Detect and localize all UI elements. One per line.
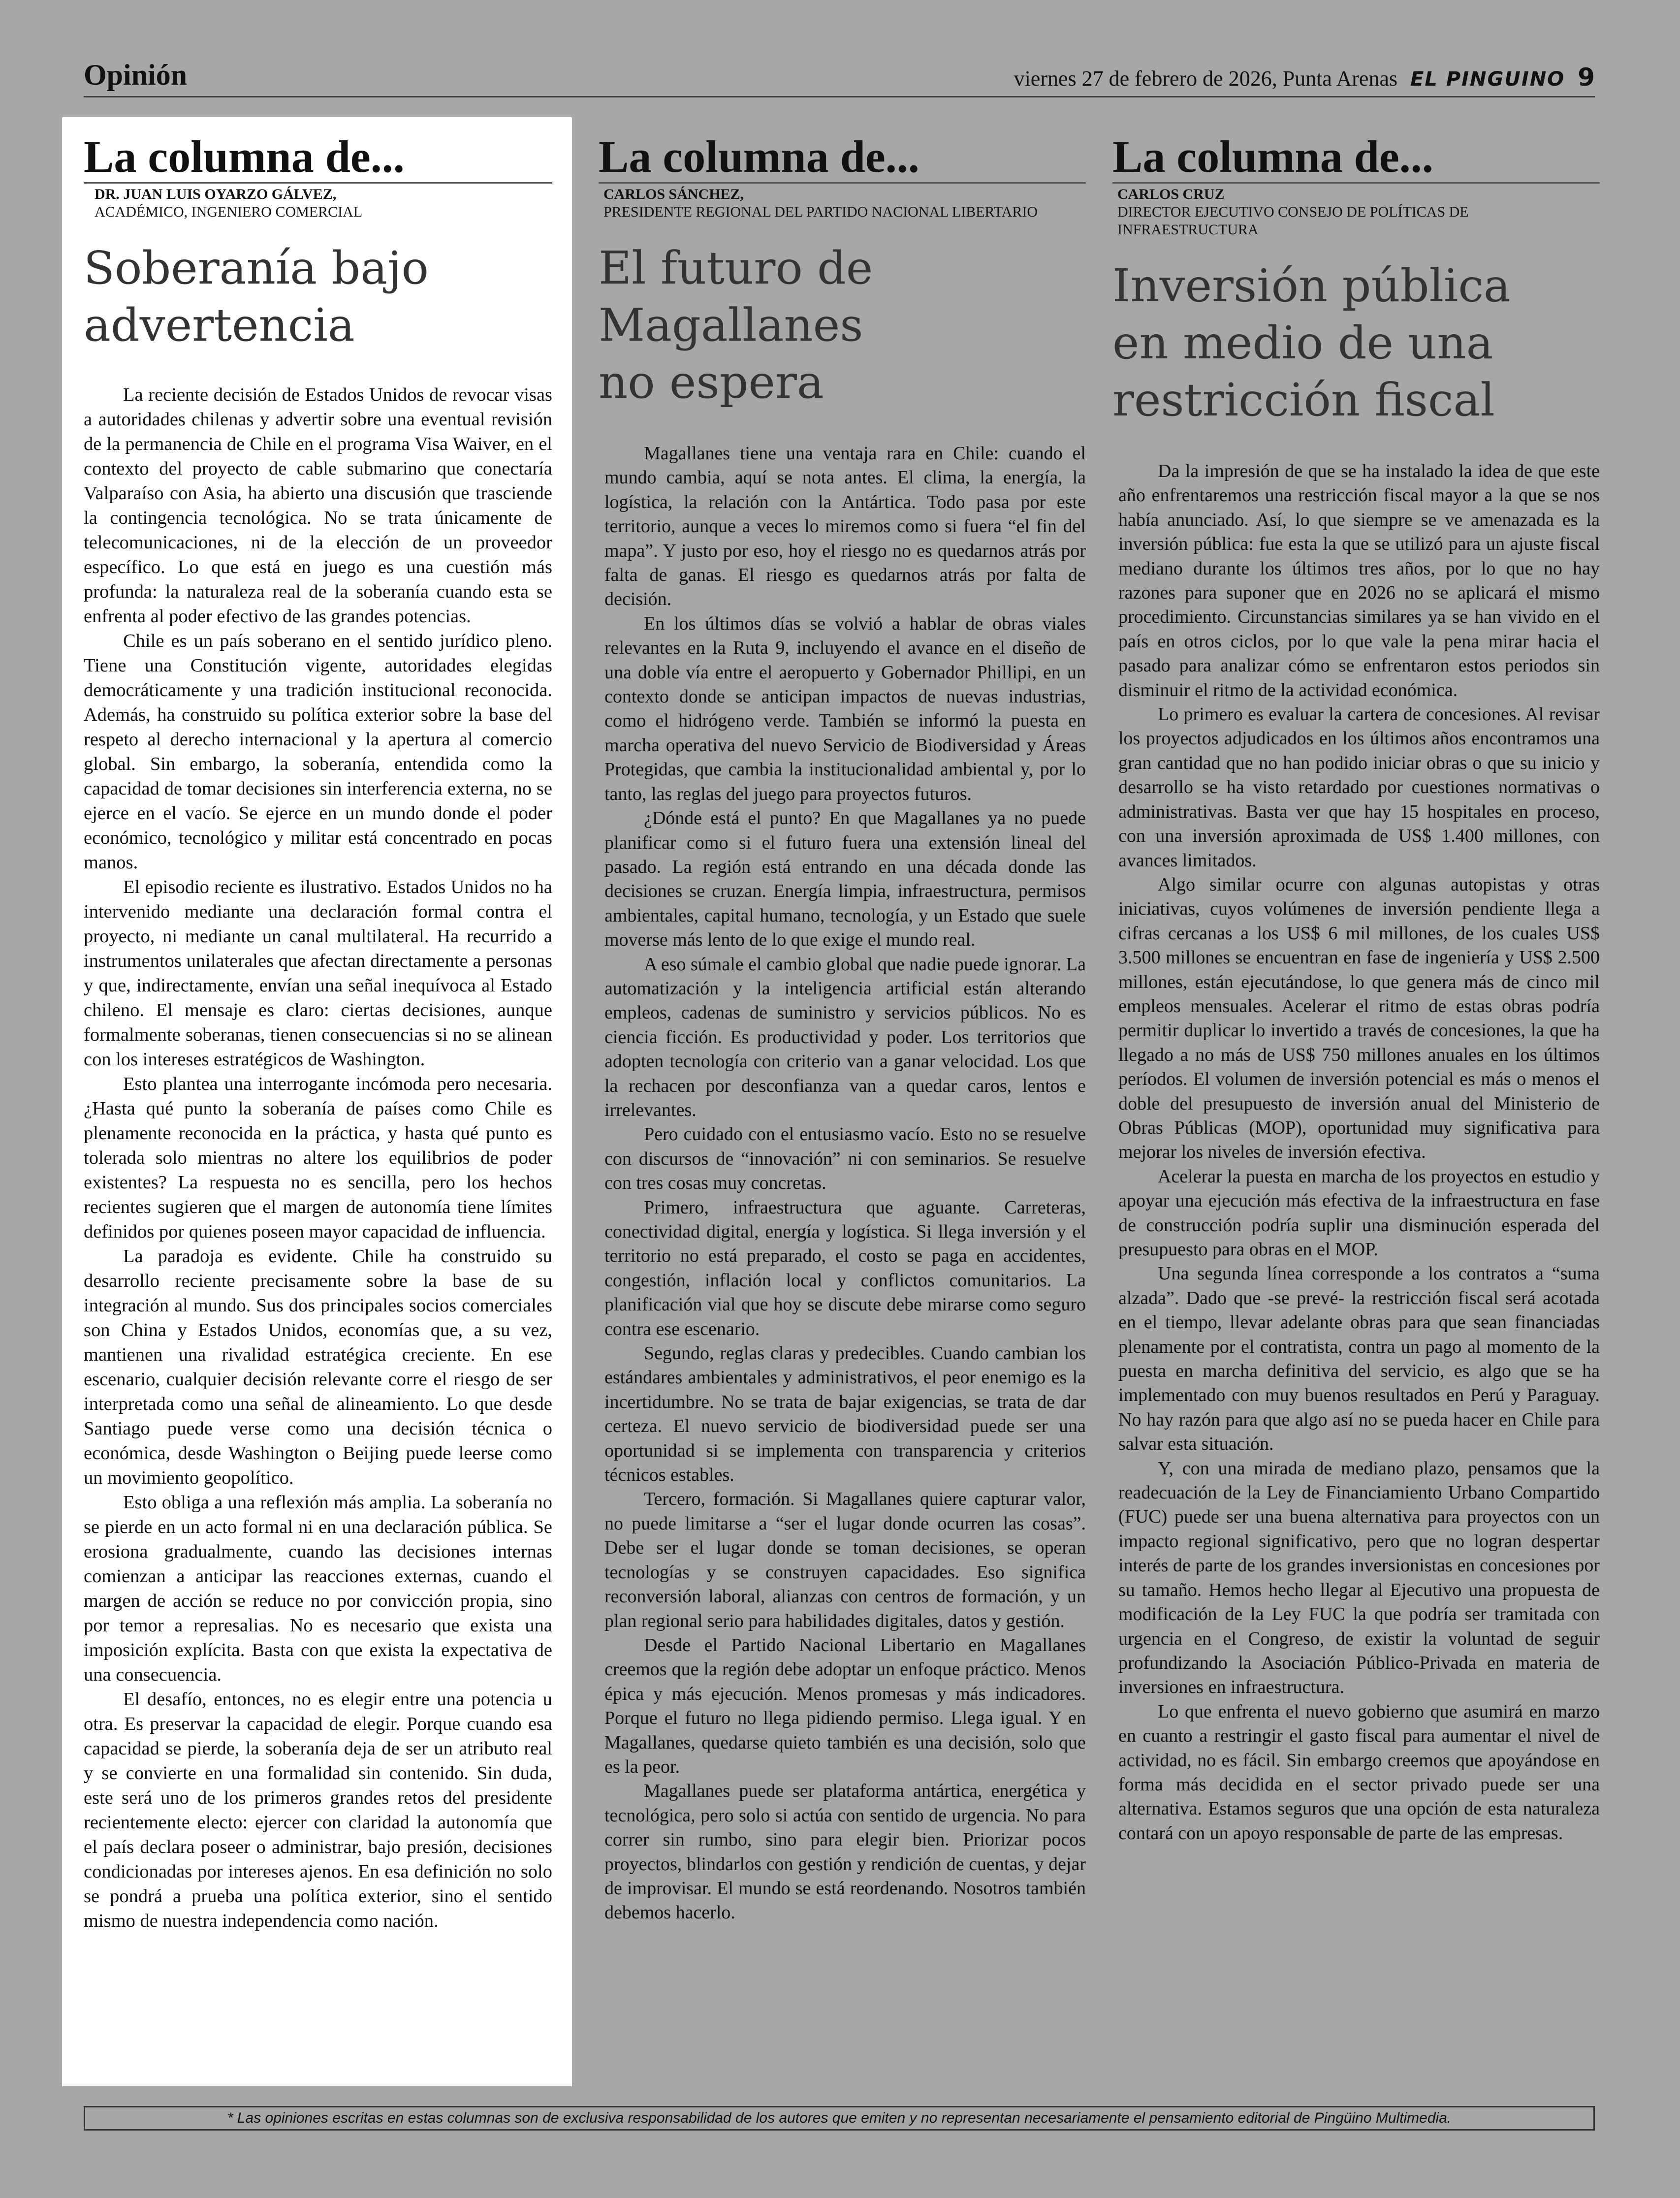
paragraph: El desafío, entonces, no es elegir entre una potencia u otra. Es preservar la capacidad de elegir. Porque cuando esa capacidad se pierde, la soberanía deja de ser un atributo real y se convierte en una formalidad sin contenido. Sin duda, este será uno de los primeros grandes retos del presidente recientemente electo: ejercer con claridad la autonomía que el país declara poseer o administrar, bajo presión, decisiones condicionadas por intereses ajenos. En esa definición no solo se pondrá a prueba una política exterior, sino el sentido mismo de nuestra independencia como nación. (84, 1689, 552, 1931)
paragraph: Magallanes puede ser plataforma antártica, energética y tecnológica, pero solo si actúa con sentido de urgencia. No para correr sin rumbo, sino para elegir bien. Priorizar pocos proyectos, blindarlos con gestión y rendición de cuentas, y dejar de improvisar. El mundo se está reordenando. Nosotros también debemos hacerlo. (604, 1781, 1086, 1923)
article-body (599, 442, 1086, 1925)
paragraph: Chile es un país soberano en el sentido jurídico pleno. Tiene una Constitución vigente, autoridades elegidas democráticamente y una tradición institucional reconocida. Además, ha construido su política exterior sobre la base del respeto al derecho internacional y la apertura al comercio global. Sin embargo, la soberanía, entendida como la capacidad de tomar decisiones sin interferencia externa, no se ejerce en el vacío. Se ejerce en un mundo donde el poder económico, tecnológico y militar está concentrado en pocas manos. (84, 631, 552, 873)
section-title: Opinión (84, 59, 188, 91)
column-title: La columna de... (599, 132, 1086, 184)
column-1 (62, 117, 572, 2086)
article-body (84, 382, 552, 1933)
paragraph: Lo que enfrenta el nuevo gobierno que asumirá en marzo en cuanto a restringir el gasto fiscal para aumentar el nivel de actividad, no es fácil. Sin embargo creemos que apoyándose en forma más decidida en el sector privado puede ser una alternativa. Estamos seguros que una opción de esta naturaleza contará con un apoyo responsable de parte de las empresas. (1118, 1701, 1600, 1844)
paragraph: Magallanes tiene una ventaja rara en Chile: cuando el mundo cambia, aquí se nota antes. El clima, la energía, la logística, la relación con la Antártica. Todo pasa por este territorio, aunque a veces lo miremos como si fuera “el fin del mapa”. Y justo por eso, hoy el riesgo no es quedarnos atrás por falta de ganas. El riesgo es quedarnos atrás por falta de decisión. (604, 443, 1086, 610)
column-2 (594, 117, 1086, 2086)
paragraph: Esto obliga a una reflexión más amplia. La soberanía no se pierde en un acto formal ni en una declaración pública. Se erosiona gradualmente, cuando las decisiones internas comienzan a anticipar las reacciones externas, cuando el margen de acción se reduce no por convicción propia, sino por temor a represalias. No es necesario que exista una imposición explícita. Basta con que exista la expectativa de una consecuencia. (84, 1492, 552, 1685)
author-byline (1112, 186, 1600, 239)
author-byline (599, 186, 1086, 221)
disclaimer-footnote: * Las opiniones escritas en estas columnas son de exclusiva responsabilidad de los autores que emiten y no representan necesariamente el pensamiento editorial de Pingüino Multimedia. (84, 2106, 1595, 2131)
page-header (84, 58, 1595, 97)
article-headline: Inversión pública en medio de una restricción fiscal (1112, 259, 1511, 426)
paragraph: ¿Dónde está el punto? En que Magallanes ya no puede planificar como si el futuro fuera una extensión lineal del pasado. La región está entrando en una década donde las decisiones se cruzan. Energía limpia, infraestructura, permisos ambientales, capital humano, tecnología, y un Estado que suele moverse más lento de lo que exige el mundo real. (604, 808, 1086, 951)
header-right (1014, 63, 1595, 92)
paragraph: Primero, infraestructura que aguante. Carreteras, conectividad digital, energía y logística. Si llega inversión y el territorio no está preparado, el costo se paga en accidentes, congestión, inflación local y conflictos comunitarios. La planificación vial que hoy se discute debe mirarse como seguro contra ese escenario. (604, 1197, 1086, 1339)
author-byline (84, 186, 552, 221)
author-name: CARLOS CRUZ (1117, 186, 1225, 202)
column-title: La columna de... (1112, 132, 1600, 184)
author-role: DIRECTOR EJECUTIVO CONSEJO DE POLÍTICAS DE INFRAESTRUCTURA (1117, 204, 1469, 238)
paragraph: Pero cuidado con el entusiasmo vacío. Esto no se resuelve con discursos de “innovación” ni con seminarios. Se resuelve con tres cosas muy concretas. (604, 1124, 1086, 1194)
paragraph: Y, con una mirada de mediano plazo, pensamos que la readecuación de la Ley de Financiamiento Urbano Compartido (FUC) puede ser una buena alternativa para proyectos con un impacto regional significativo, pero que no logran despertar interés de parte de los grandes inversionistas en concesiones por su tamaño. Hemos hecho llegar al Ejecutivo una propuesta de modificación de la Ley FUC la que podría ser tramitada con urgencia en el Congreso, de existir la voluntad de seguir profundizando la Asociación Público-Privada en materia de inversiones en infraestructura. (1118, 1458, 1600, 1698)
author-role: PRESIDENTE REGIONAL DEL PARTIDO NACIONAL LIBERTARIO (603, 204, 1038, 220)
author-name: DR. JUAN LUIS OYARZO GÁLVEZ, (95, 186, 337, 202)
paragraph: Acelerar la puesta en marcha de los proyectos en estudio y apoyar una ejecución más efectiva de la infraestructura en fase de construcción podría suplir una disminución esperada del presupuesto para obras en el MOP. (1118, 1166, 1600, 1260)
article-headline: El futuro de Magallanes no espera (599, 242, 873, 409)
paragraph: Segundo, reglas claras y predecibles. Cuando cambian los estándares ambientales y administrativos, el peor enemigo es la incertidumbre. No se trata de bajar exigencias, se trata de dar certeza. El nuevo servicio de biodiversidad puede ser una oportunidad si se implementa con transparencia y criterios técnicos estables. (604, 1343, 1086, 1486)
paragraph: En los últimos días se volvió a hablar de obras viales relevantes en la Ruta 9, incluyendo el avance en el diseño de una doble vía entre el aeropuerto y Gobernador Phillipi, en un contexto donde se anticipan impactos de nuevas industrias, como el hidrógeno verde. También se informó la puesta en marcha operativa del nuevo Servicio de Biodiversidad y Áreas Protegidas, que cambia la institucionalidad ambiental y, por lo tanto, las reglas del juego para proyectos futuros. (604, 613, 1086, 804)
paragraph: A eso súmale el cambio global que nadie puede ignorar. La automatización y la inteligencia artificial están alterando empleos, cadenas de suministro y servicios públicos. No es ciencia ficción. Es productividad y poder. Los territorios que adopten tecnología con criterio van a ganar velocidad. Los que la rechacen por desconfianza van a quedar caros, lentos e irrelevantes. (604, 954, 1086, 1120)
newspaper-logo: EL PINGUINO (1410, 68, 1565, 91)
paragraph: Desde el Partido Nacional Libertario en Magallanes creemos que la región debe adoptar un enfoque práctico. Menos épica y más ejecución. Menos promesas y más indicadores. Porque el futuro no llega pidiendo permiso. Llega igual. Y en Magallanes, quedarse quieto también es una decisión, solo que es la peor. (604, 1634, 1086, 1777)
paragraph: La reciente decisión de Estados Unidos de revocar visas a autoridades chilenas y advertir sobre una eventual revisión de la permanencia de Chile en el programa Visa Waiver, en el contexto del proyecto de cable submarino que conectaría Valparaíso con Asia, ha abierto una discusión que trasciende la contingencia tecnológica. No se trata únicamente de telecomunicaciones, ni de la elección de un proveedor específico. Lo que está en juego es una cuestión más profunda: la naturaleza real de la soberanía cuando esta se enfrenta al poder efectivo de las grandes potencias. (84, 384, 552, 627)
column-title: La columna de... (84, 132, 552, 184)
paragraph: La paradoja es evidente. Chile ha construido su desarrollo reciente precisamente sobre la base de su integración al mundo. Sus dos principales socios comerciales son China y Estados Unidos, economías que, a su vez, mantienen una rivalidad estratégica creciente. En ese escenario, cualquier decisión relevante corre el riesgo de ser interpretada como una señal de alineamiento. Lo que desde Santiago puede verse como una decisión técnica o económica, desde Washington o Beijing puede leerse como un movimiento geopolítico. (84, 1246, 552, 1488)
paragraph: Tercero, formación. Si Magallanes quiere capturar valor, no puede limitarse a “ser el lugar donde ocurren las cosas”. Debe ser el lugar donde se toman decisiones, se operan tecnologías y se construyen capacidades. Eso significa reconversión laboral, alianzas con centros de formación, y un plan regional serio para habilidades digitales, datos y gestión. (604, 1489, 1086, 1631)
paragraph: El episodio reciente es ilustrativo. Estados Unidos no ha intervenido mediante una declaración formal contra el proyecto, ni mediante un canal multilateral. Ha recurrido a instrumentos unilaterales que afectan directamente a personas y que, indirectamente, envían una señal inequívoca al Estado chileno. El mensaje es claro: ciertas decisiones, aunque formalmente soberanas, tienen consecuencias si no se alinean con los intereses estratégicos de Washington. (84, 877, 552, 1070)
paragraph: Da la impresión de que se ha instalado la idea de que este año enfrentaremos una restricción fiscal mayor a la que se nos había anunciado. Así, lo que siempre se ve amenazada es la inversión pública: fue esta la que se utilizó para un ajuste fiscal mediano durante los últimos tres años, por lo que no hay razones para suponer que en 2026 no se aplicará el mismo procedimiento. Circunstancias similares ya se han vivido en el país en otros ciclos, por lo que vale la pena mirar hacia el pasado para analizar cómo se enfrentaron estos periodos sin disminuir el ritmo de la actividad económica. (1118, 461, 1600, 701)
page-number: 9 (1578, 63, 1595, 92)
column-3 (1108, 117, 1600, 2086)
paragraph: Algo similar ocurre con algunas autopistas y otras iniciativas, cuyos volúmenes de inversión pendiente llega a cifras cercanas a los US$ 6 mil millones, de los cuales US$ 3.500 millones se encuentran en fase de ingeniería y US$ 2.500 millones, están ejecutándose, lo que genera más de cinco mil empleos mensuales. Acelerar el ritmo de estas obras podría permitir duplicar lo invertido a través de concesiones, la que ha llegado a no más de US$ 750 millones anuales en los últimos períodos. El volumen de inversión potencial es más o menos el doble del presupuesto de inversión anual del Ministerio de Obras Públicas (MOP), oportunidad muy significativa para mejorar los niveles de inversión efectiva. (1118, 874, 1600, 1163)
article-headline: Soberanía bajo advertencia (84, 242, 429, 351)
paragraph: Esto plantea una interrogante incómoda pero necesaria. ¿Hasta qué punto la soberanía de países como Chile es plenamente reconocida en la práctica, y hasta qué punto es tolerada solo mientras no altere los equilibrios de poder existentes? La respuesta no es sencilla, pero los hechos recientes sugieren que el margen de autonomía tiene límites definidos por quienes poseen mayor capacidad de influencia. (84, 1074, 552, 1242)
author-role: ACADÉMICO, INGENIERO COMERCIAL (95, 204, 363, 220)
paragraph: Lo primero es evaluar la cartera de concesiones. Al revisar los proyectos adjudicados en los últimos años encontramos una gran cantidad que no han podido iniciar obras o que su inicio y desarrollo se ha visto retardado por cuestiones normativas o administrativas. Basta ver que hay 15 hospitales en proceso, con una inversión aproximada de US$ 1.400 millones, con avances limitados. (1118, 704, 1600, 871)
article-body (1112, 459, 1600, 1846)
paragraph: Una segunda línea corresponde a los contratos a “suma alzada”. Dado que -se prevé- la restricción fiscal será acotada en el tiempo, llevar adelante obras para que sean financiadas plenamente por el contratista, contra un pago al momento de la puesta en marcha definitiva del servicio, es algo que se ha implementado con muy buenos resultados en Perú y Paraguay. No hay razón para que algo así no se pueda hacer en Chile para salvar esta situación. (1118, 1263, 1600, 1455)
date-place: viernes 27 de febrero de 2026, Punta Arenas (1014, 66, 1398, 91)
author-name: CARLOS SÁNCHEZ, (603, 186, 744, 202)
